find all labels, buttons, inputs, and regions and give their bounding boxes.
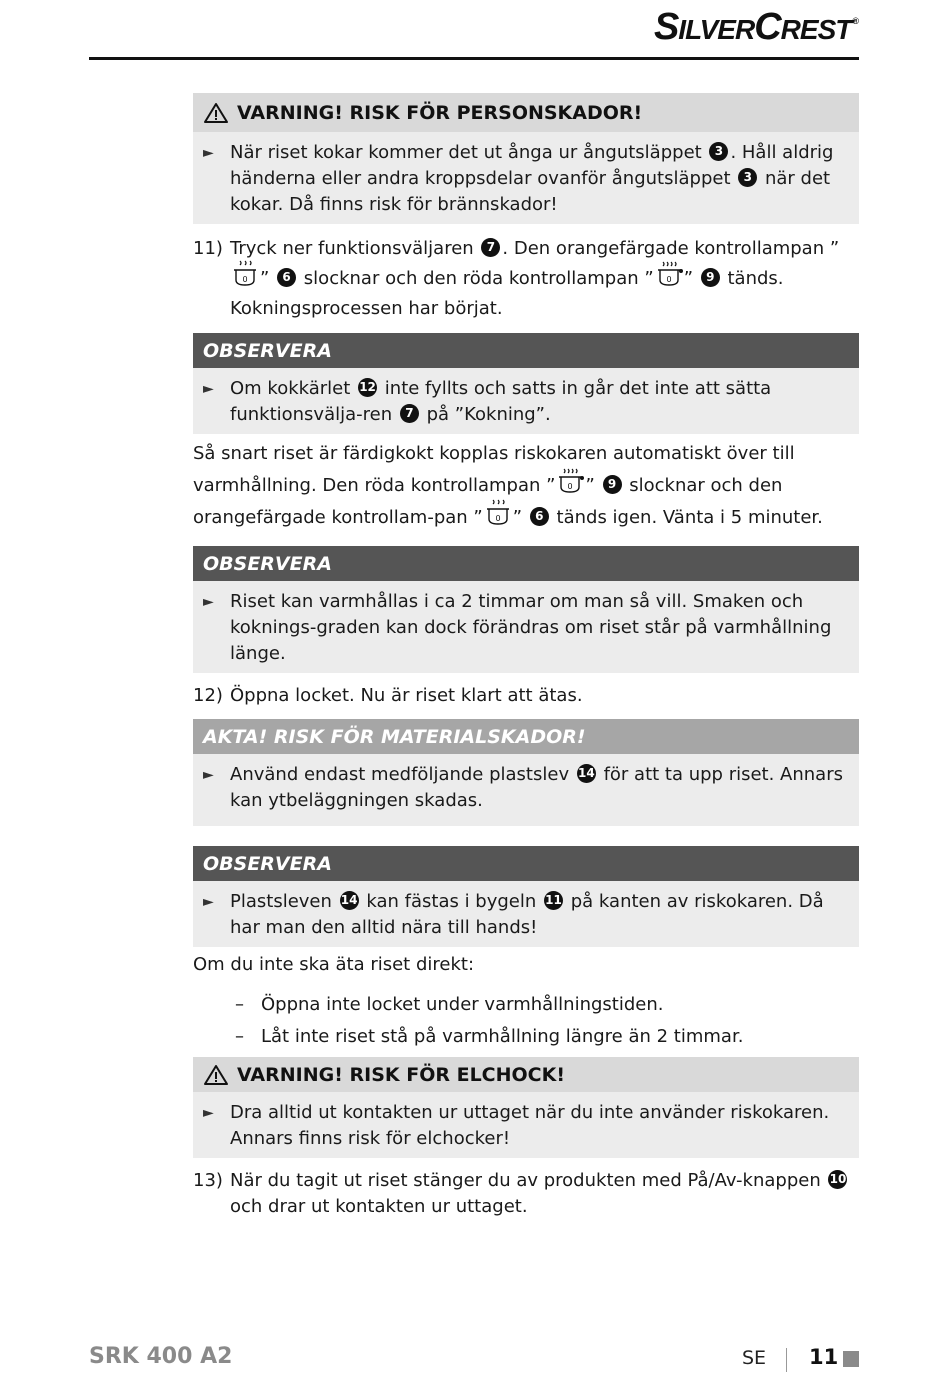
dash-list-item xyxy=(193,989,859,1021)
note-box-3 xyxy=(193,846,859,947)
text: på kanten av riskokaren. Då har man den alltid nära till hands! xyxy=(230,891,824,938)
warning-title: VARNING! RISK FÖR PERSONSKADOR! xyxy=(237,101,643,124)
warning-header xyxy=(193,1057,859,1092)
ref-number: 14 xyxy=(577,764,596,783)
caution-body xyxy=(193,754,859,826)
text: slocknar och den orangefärgade kontrollam-pan ” xyxy=(193,475,783,528)
dash-bullet: – xyxy=(235,994,244,1015)
step-number: 13) xyxy=(193,1170,223,1191)
cooking-pot-icon xyxy=(654,260,684,290)
page-content xyxy=(193,93,859,1220)
text: Tryck ner funktionsväljaren xyxy=(230,238,474,259)
footer-language: SE xyxy=(742,1347,767,1369)
text: på ”Kokning”. xyxy=(420,404,551,425)
step-number: 11) xyxy=(193,238,223,259)
ref-number: 12 xyxy=(358,378,377,397)
ref-number: 3 xyxy=(709,142,728,161)
footer-square-marker xyxy=(843,1351,859,1367)
text: kan fästas i bygeln xyxy=(360,891,537,912)
ref-number: 6 xyxy=(530,507,549,526)
text: Plastsleven xyxy=(230,891,332,912)
logo-letters: ILVER xyxy=(678,14,755,45)
text: tänds. Kokningsprocessen har börjat. xyxy=(230,268,784,319)
text: slocknar och den röda kontrollampan ” xyxy=(303,268,654,289)
note-body xyxy=(193,881,859,947)
paragraph-keep-warm xyxy=(193,438,859,534)
caution-box-material-damage xyxy=(193,719,859,826)
step-11 xyxy=(193,234,859,324)
bullet-arrow-icon: ► xyxy=(203,145,214,161)
ref-number: 9 xyxy=(603,475,622,494)
note-body xyxy=(193,368,859,434)
text: . Håll aldrig händerna eller andra kroppsdelar ovanför ångutsläppet xyxy=(230,142,834,189)
note-header: OBSERVERA xyxy=(193,333,859,368)
header-rule xyxy=(89,57,859,60)
brand-logo xyxy=(654,6,858,49)
note-box-2 xyxy=(193,546,859,673)
note-box-1 xyxy=(193,333,859,434)
logo-letter: C xyxy=(754,6,781,48)
warning-body xyxy=(193,1092,859,1158)
text: ” xyxy=(512,507,523,528)
text: ” xyxy=(260,268,270,289)
warning-box-personal-injury xyxy=(193,93,859,224)
page-number: 11 xyxy=(809,1345,839,1369)
text: Om kokkärlet xyxy=(230,378,351,399)
ref-number: 10 xyxy=(828,1170,847,1189)
step-12 xyxy=(193,681,859,711)
ref-number: 3 xyxy=(738,168,757,187)
bullet-arrow-icon: ► xyxy=(203,381,214,397)
dash-list-item xyxy=(193,1021,859,1053)
ref-number: 7 xyxy=(400,404,419,423)
text: Öppna locket. Nu är riset klart att ätas. xyxy=(230,685,583,706)
warning-title: VARNING! RISK FÖR ELCHOCK! xyxy=(237,1063,566,1086)
text: Så snart riset är färdigkokt kopplas riskokaren automatiskt över till varmhållning. Den röda kontrollampan ” xyxy=(193,443,795,496)
text: Dra alltid ut kontakten ur uttaget när du inte använder riskokaren. Annars finns risk för elchocker! xyxy=(230,1102,830,1149)
step-13 xyxy=(193,1168,859,1220)
caution-header: AKTA! RISK FÖR MATERIALSKADOR! xyxy=(193,719,859,754)
text: När riset kokar kommer det ut ånga ur ångutsläppet xyxy=(230,142,702,163)
text: när det kokar. Då finns risk för brännskador! xyxy=(230,168,831,215)
keep-warm-pot-icon xyxy=(230,260,260,290)
text: inte fyllts och satts in går det inte att sätta funktionsvälja-ren xyxy=(230,378,772,425)
pot-icon-label: 0 xyxy=(567,482,573,491)
text: Riset kan varmhållas i ca 2 timmar om man så vill. Smaken och koknings-graden kan dock förändras om riset står på varmhållning länge. xyxy=(230,591,832,664)
keep-warm-pot-icon xyxy=(483,499,513,529)
warning-body xyxy=(193,132,859,224)
bullet-arrow-icon: ► xyxy=(203,767,214,783)
text: . Den orangefärgade kontrollampan ” xyxy=(502,238,840,259)
text: Låt inte riset stå på varmhållning längre än 2 timmar. xyxy=(261,1026,744,1047)
text: Öppna inte locket under varmhållningstiden. xyxy=(261,994,664,1015)
paragraph-not-eating: Om du inte ska äta riset direkt: xyxy=(193,954,475,975)
pot-icon-label: 0 xyxy=(666,275,672,284)
footer-separator xyxy=(786,1348,787,1372)
text: Använd endast medföljande plastslev xyxy=(230,764,570,785)
warning-triangle-icon xyxy=(203,1064,229,1086)
warning-box-electric-shock xyxy=(193,1057,859,1158)
note-header: OBSERVERA xyxy=(193,546,859,581)
pot-icon-label: 0 xyxy=(495,514,501,523)
text: för att ta upp riset. Annars kan ytbeläggningen skadas. xyxy=(230,764,843,811)
warning-header xyxy=(193,93,859,132)
text: När du tagit ut riset stänger du av produkten med På/Av-knappen xyxy=(230,1170,821,1191)
step-number: 12) xyxy=(193,685,223,706)
text: tänds igen. Vänta i 5 minuter. xyxy=(550,507,823,528)
pot-icon-label: 0 xyxy=(242,275,248,284)
registered-mark: ® xyxy=(852,16,858,26)
cooking-pot-icon xyxy=(555,467,585,497)
ref-number: 14 xyxy=(340,891,359,910)
bullet-arrow-icon: ► xyxy=(203,1105,214,1121)
ref-number: 11 xyxy=(544,891,563,910)
text: och drar ut kontakten ur uttaget. xyxy=(230,1196,528,1217)
ref-number: 6 xyxy=(277,268,296,287)
text: ” xyxy=(585,475,595,496)
text: ” xyxy=(683,268,694,289)
footer-model: SRK 400 A2 xyxy=(89,1344,233,1369)
logo-letters: REST xyxy=(780,14,852,45)
note-body xyxy=(193,581,859,673)
logo-letter: S xyxy=(653,6,679,48)
ref-number: 9 xyxy=(701,268,720,287)
warning-triangle-icon xyxy=(203,102,229,124)
dash-bullet: – xyxy=(235,1026,244,1047)
bullet-arrow-icon: ► xyxy=(203,894,214,910)
note-header: OBSERVERA xyxy=(193,846,859,881)
ref-number: 7 xyxy=(481,238,500,257)
bullet-arrow-icon: ► xyxy=(203,594,214,610)
